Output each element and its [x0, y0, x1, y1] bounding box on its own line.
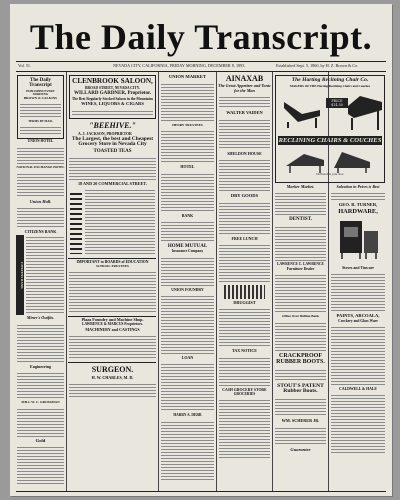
hotel-heading: UNION HOTEL — [27, 139, 54, 144]
column-1 — [16, 74, 65, 492]
reclining-chair-icon — [280, 94, 324, 130]
tonic-line: The Great Appetizer and Tonic for the Man — [218, 83, 271, 93]
paints-heading: PAINTS, ARCOALA, — [336, 312, 380, 318]
publisher-firm: BROWN & CALKINS — [23, 95, 58, 100]
scherer-heading: WM. SCHERER JR. — [281, 418, 320, 424]
text-block — [72, 109, 153, 115]
text-block — [219, 118, 270, 150]
trustees-heading: HENRY TRUSTEES — [172, 122, 203, 127]
text-block — [20, 102, 61, 118]
gold-heading: Gold — [35, 437, 46, 443]
text-block — [161, 256, 214, 286]
text-block — [275, 368, 326, 382]
column-rule — [272, 72, 273, 492]
vertical-bank-label: CITIZENS BANK — [16, 235, 24, 315]
text-block — [69, 382, 156, 398]
text-block — [275, 191, 326, 215]
chair-makers: MAKERS OF THE Harting Reclining Chairs and Couches — [289, 83, 371, 88]
column-4 — [218, 74, 271, 492]
foundry-heading: Plaza Foundry and Machine Shop. — [81, 317, 144, 323]
column-rule — [158, 72, 159, 492]
text-block — [275, 426, 326, 446]
text-block — [161, 362, 214, 412]
union-market-heading: UNION MARKET — [168, 74, 207, 79]
saloon-name: CLENBROOK SALOON, — [72, 77, 153, 85]
beehive-heading: "BEEHIVE." — [89, 121, 136, 131]
text-block — [69, 156, 156, 180]
trustees-heading: SCHOOL TRUSTEES — [96, 263, 129, 268]
column-3 — [160, 74, 215, 492]
price-badge: PRICE $14.50 — [326, 98, 348, 108]
hardware-section — [68, 188, 157, 258]
walter-heading: WALTER VAIDEN — [226, 110, 263, 116]
crackproof-heading: CRACKPROOF RUBBER BOOTS. — [276, 352, 325, 366]
text-block — [17, 172, 64, 198]
text-block — [20, 125, 61, 135]
column-5 — [274, 184, 327, 492]
text-block — [69, 334, 156, 360]
section-rule — [68, 258, 156, 259]
salvation-heading: Salvation in Prices is Best — [336, 184, 380, 189]
published-line: PUBLISHED EVERY MORNING — [26, 88, 55, 96]
text-block — [331, 191, 385, 201]
largest-grocery: The Largest, the best and Cheapest Grocery Store in Nevada City — [71, 135, 154, 148]
established-line: Established Sept. 5, 1860, by H. Z. Brown & Co. — [276, 63, 359, 68]
text-block — [17, 146, 64, 164]
foundry-proprietors: LAWRENCE & MARCUS Proprietors. — [82, 322, 143, 327]
hardware-heading: HARDWARE, — [338, 208, 378, 215]
derr-heading: HARRY A. DERR — [173, 412, 202, 417]
reclining-couch-icon — [346, 92, 384, 132]
chair-ad-box — [275, 75, 385, 183]
column-rule — [66, 72, 67, 492]
saloon-ad — [69, 75, 156, 119]
text-block — [161, 420, 214, 480]
dentist-heading: DENTIST. — [289, 217, 312, 223]
text-block — [219, 398, 270, 458]
text-block — [161, 220, 214, 242]
hotel-heading: HOTEL — [180, 164, 195, 170]
column-6 — [330, 184, 386, 492]
miner-heading: Miner's Outfits. — [26, 315, 55, 321]
ainaxab-heading: AINAXAB — [225, 74, 264, 83]
vertical-banner-icon — [70, 190, 82, 254]
folio-line — [18, 62, 384, 70]
text-block — [161, 129, 214, 163]
saloon-liquors: WINES, LIQUORS & CIGARS — [81, 101, 144, 107]
text-block — [17, 445, 64, 485]
text-block — [331, 272, 385, 312]
hotel2-heading: NATIONAL EXCHANGE HOTEL — [16, 165, 65, 170]
text-block — [275, 225, 326, 261]
text-block — [17, 323, 64, 363]
engineering-heading: Engineering — [30, 363, 51, 369]
masthead-title: The Daily Transcript. — [29, 17, 373, 57]
newspaper-page — [10, 4, 392, 496]
office-line: Office Over Bullion Bank — [282, 314, 319, 319]
groceries-heading: GROCERIES — [233, 391, 256, 396]
text-block — [275, 273, 326, 313]
sheldon-heading: SHELDON HOUSE — [227, 150, 262, 156]
stove-illustration-icon — [330, 217, 384, 261]
marker-heading: Marker Market. — [286, 184, 315, 189]
guarantee-heading: Guarantee — [290, 446, 311, 452]
text-block — [275, 397, 326, 417]
jackson-line: A. J. JACKSON, PROPRIETOR — [78, 131, 132, 136]
free-lunch-heading: FREE LUNCH — [231, 235, 258, 241]
stoves-line: Stoves and Tinware — [342, 265, 374, 270]
text-block — [219, 243, 270, 283]
citizens-bank-ad — [16, 235, 65, 315]
publisher-box — [17, 75, 64, 139]
mill-heading: MILL W. C. GROSSMAN — [21, 400, 60, 405]
text-block — [161, 172, 214, 212]
text-block — [26, 235, 64, 315]
saloon-street: BROAD STREET, NEVADA CITY. — [85, 85, 140, 90]
text-block — [275, 321, 326, 351]
text-block — [331, 393, 385, 453]
druggist-heading: DRUGGIST — [233, 300, 256, 306]
bottom-rule — [16, 491, 386, 492]
turner-heading: GEO. R. TURNER, — [338, 202, 378, 208]
crockery-line: Crockery and Glass Ware — [338, 318, 378, 323]
board-heading: IMPORTANT to BOARDS of EDUCATION — [76, 259, 149, 264]
bank-heading: BANK — [181, 212, 194, 218]
column-rule — [216, 72, 217, 492]
text-block — [219, 158, 270, 192]
saloon-proprietor: WILLARD GARDNER, Proprietor. — [74, 91, 151, 97]
folio-rule — [16, 71, 386, 72]
text-block — [69, 270, 156, 314]
machinery-line: MACHINERY and CASTINGS — [85, 327, 140, 333]
column-2 — [68, 74, 157, 492]
insurance-heading: Insurance Company — [171, 249, 204, 253]
text-block — [331, 325, 385, 385]
chair-ad — [274, 74, 386, 184]
chairs-banner: RECLINING CHAIRS & COUCHES — [278, 137, 382, 144]
section-rule — [68, 362, 156, 363]
text-block — [219, 95, 270, 109]
text-block — [161, 294, 214, 354]
loan-heading: LOAN — [181, 354, 194, 360]
chair-deliver: Delivered at your door — [316, 172, 344, 176]
furniture-dealer: Furniture Dealer — [286, 267, 315, 272]
stout-heading: STOUT'S PATENT Rubber Boots. — [277, 382, 324, 395]
text-block — [17, 371, 64, 399]
chair-company: The Harting Reclining Chair Co. — [291, 77, 369, 83]
foundry-heading: UNION FOUNDRY — [171, 287, 204, 292]
paper-heading: The Daily Transcript — [29, 78, 52, 89]
text-block — [219, 356, 270, 386]
decorative-engraving-icon — [224, 285, 265, 299]
volume-number: Vol. 51. — [18, 63, 32, 68]
lawrence-heading: LAWRENCE C. LAWRENCE — [277, 261, 324, 266]
cash-grocery-heading: CASH GROCERY STORE — [222, 387, 267, 392]
commercial-street: 18 AND 20 COMMERCIAL STREET. — [78, 181, 147, 187]
dateline: NEVADA CITY, CALIFORNIA, FRIDAY MORNING, DECEMBER 8, 1893. — [113, 63, 246, 68]
caldwell-heading: CALDWELL & HALE — [339, 387, 377, 392]
tax-notice-heading: TAX NOTICE — [232, 348, 257, 354]
terms-heading: TERMS BY MAIL — [28, 119, 53, 124]
citizens-bank-heading: CITIZENS BANK — [24, 229, 57, 235]
text-block — [17, 206, 64, 228]
text-block — [17, 407, 64, 437]
home-mutual-heading: HOME MUTUAL — [167, 243, 208, 249]
doctor-name: H. W. CHARLES, M. D. — [91, 374, 134, 380]
section-rule — [68, 316, 156, 317]
chair-couch-illustration-icon — [284, 148, 374, 174]
text-block — [85, 188, 155, 256]
dry-goods-heading: DRY GOODS — [230, 193, 259, 199]
text-block — [219, 307, 270, 347]
surgeon-heading: SURGEON. — [91, 365, 134, 375]
text-block — [219, 201, 270, 235]
toasted-teas: TOASTED TEAS — [93, 148, 132, 154]
saloon-stock: The Best Regularly Stocked Saloon in the Mountains — [72, 96, 153, 101]
hall-heading: Union Hall. — [29, 198, 52, 204]
text-block — [161, 82, 214, 122]
